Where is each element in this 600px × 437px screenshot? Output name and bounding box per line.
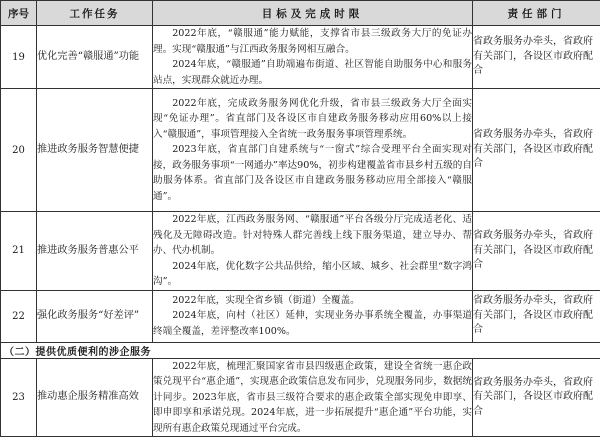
row-dept: 省政务服务办牵头，省政府有关部门，各设区市政府配合: [473, 26, 600, 89]
table-row: [1, 212, 600, 291]
row-num: 22: [1, 290, 37, 342]
table-row: [1, 26, 600, 89]
row-dept: 省政务服务办牵头，省政府有关部门，各设区市政府配合: [473, 89, 600, 212]
row-target: [153, 89, 473, 212]
target-para: 2022年底，“赣服通”能力赋能，支撑省市县三级政务大厅的免证办理。实现“赣服通”与江西政务服务网相互融合。: [153, 26, 472, 57]
row-task: 推进政务服务普惠公平: [37, 212, 153, 291]
header-dept: 责任部门: [473, 1, 600, 26]
header-task: 工作任务: [37, 1, 153, 26]
target-para: 2022年底，完成政务服务网优化升级，省市县三级政务大厅全面实现“免证办理”。省直部门及各设区市自建政务服务移动应用60%以上接入“赣服通”，事项管理接入全省统一政务服务事项管理系统。: [153, 96, 472, 143]
target-para: 2024年底，向村（社区）延伸，实现业务办事系统全覆盖，办事渠道终端全覆盖，差评整改率100%。: [153, 308, 472, 339]
row-dept: 省政务服务办牵头，省政府有关部门，各设区市政府配合: [473, 358, 600, 437]
table-row: [1, 290, 600, 342]
row-num: 23: [1, 358, 37, 437]
row-task: 推动惠企服务精准高效: [37, 358, 153, 437]
target-para: 2023年底，省直部门自建系统与“一窗式”综合受理平台全面实现对接，政务服务事项“一网通办”率达90%，初步构建覆盖省市县乡村五级的自助服务体系。省直部门及各设区市自建政务服务移动应用全部接入“赣服通”。: [153, 142, 472, 204]
target-para: 2022年底，实现全省乡镇（街道）全覆盖。: [153, 293, 472, 309]
row-task: 强化政务服务“好差评”: [37, 290, 153, 342]
header-num: 序号: [1, 1, 37, 26]
target-para: 2024年底，优化数字公共品供给，缩小区域、城乡、社会群里“数字鸿沟”。: [153, 259, 472, 290]
table-header-row: [1, 1, 600, 26]
row-num: 19: [1, 26, 37, 89]
target-para: 2022年底，江西政务服务网、“赣服通”平台各级分厅完成适老化、适残化及无障碍改造。针对特殊人群完善线上线下服务渠道，建立导办、帮办、代办机制。: [153, 212, 472, 259]
row-dept: 省政务服务办牵头，省政府有关部门，各设区市政府配合: [473, 212, 600, 291]
header-target: 目标及完成时限: [153, 1, 473, 26]
row-target: [153, 26, 473, 89]
row-task: 优化完善“赣服通”功能: [37, 26, 153, 89]
row-target: [153, 358, 473, 437]
target-para: 2022年底，梳理汇聚国家省市县四级惠企政策，建设全省统一惠企政策兑现平台“惠企通”，实现惠企政策信息发布同步，兑现服务同步，数据统计同步。2023年底，省市县三级符合要求的惠企政策全部实现免申即享、即申即享和承诺兑现。2024年底，进一步拓展提升“惠企通”平台功能，实现所有惠企政策兑现通过平台完成。: [153, 359, 472, 437]
row-task: 推进政务服务智慧便捷: [37, 89, 153, 212]
section-title: （二）提供优质便利的涉企服务: [1, 342, 600, 358]
table-row: [1, 358, 600, 437]
row-dept: 省政务服务办牵头，省政府有关部门，各设区市政府配合: [473, 290, 600, 342]
section-row: [1, 342, 600, 358]
row-target: [153, 290, 473, 342]
target-para: 2024年底，“赣服通”自助端遍布街道、社区智能自助服务中心和服务站点，实现群众就近办理。: [153, 57, 472, 88]
row-num: 21: [1, 212, 37, 291]
table-row: [1, 89, 600, 212]
row-target: [153, 212, 473, 291]
row-num: 20: [1, 89, 37, 212]
